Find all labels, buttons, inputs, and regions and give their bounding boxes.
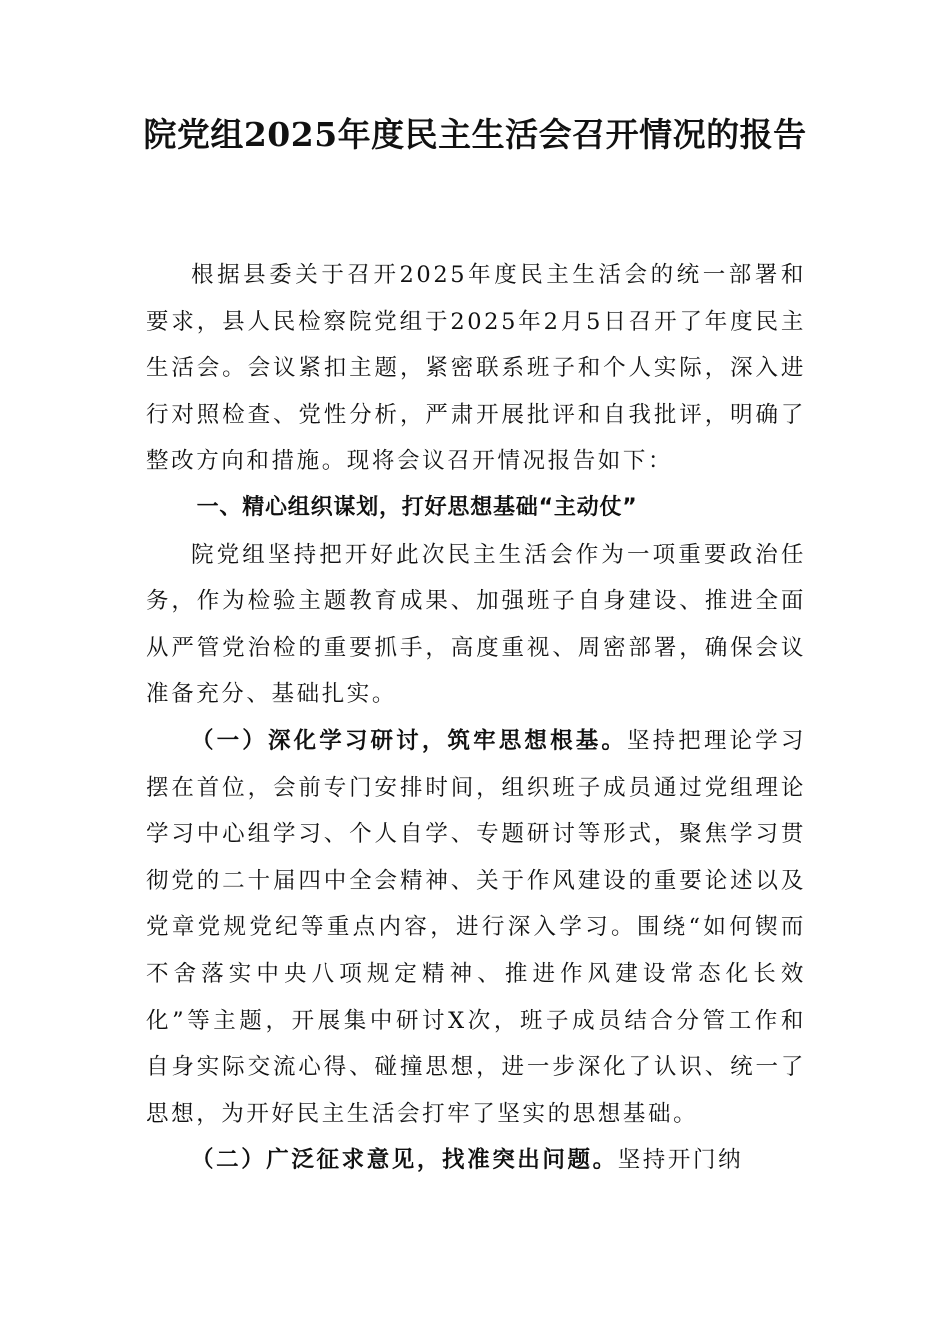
intro-paragraph: 根据县委关于召开2025年度民主生活会的统一部署和要求，县人民检察院党组于2025年2月5日召开了年度民主生活会。会议紧扣主题，紧密联系班子和个人实际，深入进行对照检查、党性分析，严肃开展批评和自我批评，明确了整改方向和措施。现将会议召开情况报告如下：: [146, 262, 806, 475]
document-body: [146, 252, 806, 1184]
item-2-paragraph: [146, 1137, 806, 1184]
item-1-text: 坚持把理论学习摆在首位，会前专门安排时间，组织班子成员通过党组理论学习中心组学习、个人自学、专题研讨等形式，聚焦学习贯彻党的二十届四中全会精神、关于作风建设的重要论述以及党章党规党纪等重点内容，进行深入学习。围绕“如何锲而不舍落实中央八项规定精神、推进作风建设常态化长效化”等主题，开展集中研讨X次，班子成员结合分管工作和自身实际交流心得、碰撞思想，进一步深化了认识、统一了思想，为开好民主生活会打牢了坚实的思想基础。: [146, 727, 807, 1127]
section-1-heading: 一、精心组织谋划，打好思想基础“主动仗”: [196, 494, 638, 520]
section-1-paragraph: 院党组坚持把开好此次民主生活会作为一项重要政治任务，作为检验主题教育成果、加强班子自身建设、推进全面从严管党治检的重要抓手，高度重视、周密部署，确保会议准备充分、基础扎实。: [146, 541, 806, 708]
item-2-text: 坚持开门纳: [617, 1147, 744, 1174]
item-2-lead: （二）广泛征求意见，找准突出问题。: [191, 1147, 618, 1174]
document-title: 院党组2025年度民主生活会召开情况的报告: [143, 115, 807, 154]
item-1-paragraph: [146, 718, 806, 1137]
item-1-lead: （一）深化学习研讨，筑牢思想根基。: [191, 727, 628, 754]
